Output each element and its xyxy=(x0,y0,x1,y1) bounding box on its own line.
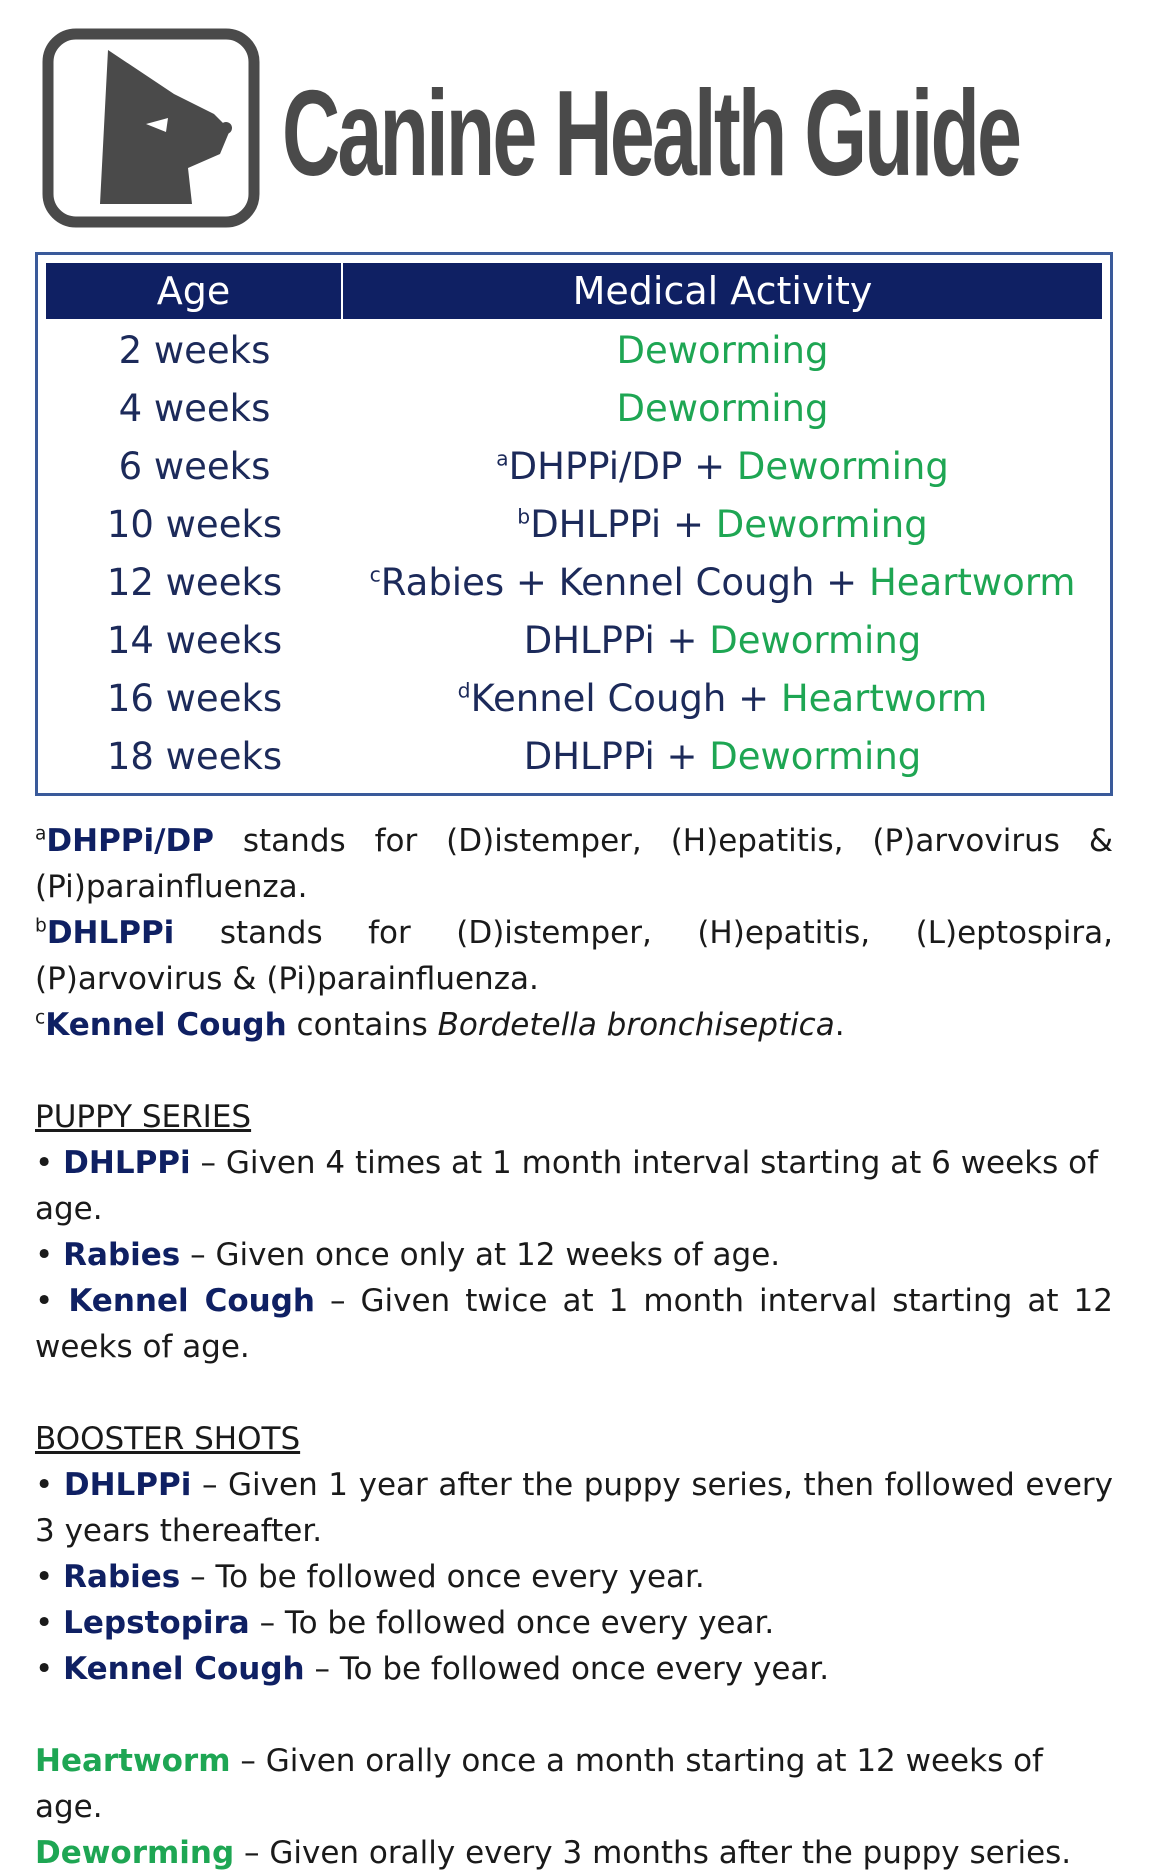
note-term: Deworming xyxy=(35,1835,235,1871)
list-item xyxy=(35,1232,1113,1278)
footnote-marker: b xyxy=(517,504,531,529)
activity-green-text: Heartworm xyxy=(868,560,1076,604)
activity-text: DHLPPi + xyxy=(523,734,710,778)
footnote-marker: b xyxy=(35,915,47,937)
age-cell: 6 weeks xyxy=(118,444,271,488)
list-item xyxy=(35,1278,1113,1370)
header-medical-activity: Medical Activity xyxy=(572,269,873,313)
activity-text: DHLPPi + xyxy=(530,502,716,546)
activity-text: DHLPPi + xyxy=(523,618,710,662)
footnote-text: stands for (D)istemper, (H)epatitis, (P)arvovirus & (Pi)parainfluenza. xyxy=(35,823,1113,905)
age-cell: 4 weeks xyxy=(118,386,271,430)
deworming-note xyxy=(35,1830,1113,1876)
footnote-marker: c xyxy=(369,562,381,587)
activity-green-text: Deworming xyxy=(616,328,829,372)
item-text: – Given twice at 1 month interval starting at 12 weeks of age. xyxy=(35,1283,1113,1365)
bullet: • xyxy=(35,1651,54,1687)
footnote-term: DHLPPi xyxy=(46,915,175,951)
table-row xyxy=(46,669,1102,727)
footnote-b xyxy=(35,910,1113,1002)
footnote-c xyxy=(35,1002,1113,1048)
activity-cell xyxy=(343,735,1102,778)
activity-cell xyxy=(343,503,1102,546)
footnote-text: contains xyxy=(286,1007,438,1043)
item-text: – Given 4 times at 1 month interval starting at 6 weeks of age. xyxy=(35,1145,1099,1227)
age-cell: 16 weeks xyxy=(106,676,283,720)
item-term: Rabies xyxy=(63,1559,181,1595)
footnote-term: Kennel Cough xyxy=(45,1007,287,1043)
age-cell: 18 weeks xyxy=(106,734,283,778)
activity-green-text: Deworming xyxy=(715,502,928,546)
guide-notes xyxy=(35,818,1113,1876)
activity-cell xyxy=(343,619,1102,662)
activity-text: Rabies + Kennel Cough + xyxy=(380,560,869,604)
puppy-series-title: PUPPY SERIES xyxy=(35,1099,252,1135)
bullet: • xyxy=(35,1145,54,1181)
schedule-table xyxy=(35,252,1113,796)
footnote-marker: c xyxy=(35,1007,46,1029)
item-term: Kennel Cough xyxy=(63,1651,305,1687)
bullet: • xyxy=(35,1237,54,1273)
table-row xyxy=(46,437,1102,495)
list-item xyxy=(35,1554,1113,1600)
table-row xyxy=(46,611,1102,669)
footnote-end: . xyxy=(834,1007,845,1043)
bullet: • xyxy=(35,1467,54,1503)
header xyxy=(42,28,1122,233)
note-text: – Given orally once a month starting at 12 weeks of age. xyxy=(35,1743,1043,1825)
age-cell: 10 weeks xyxy=(106,502,283,546)
footnote-marker: d xyxy=(457,678,471,703)
footnote-term: DHPPi/DP xyxy=(46,823,214,859)
table-header xyxy=(46,263,1102,319)
item-term: Rabies xyxy=(63,1237,181,1273)
item-term: Kennel Cough xyxy=(68,1283,315,1319)
table-row xyxy=(46,495,1102,553)
activity-green-text: Deworming xyxy=(736,444,949,488)
activity-text: DHPPi/DP + xyxy=(508,444,737,488)
note-text: – Given orally every 3 months after the puppy series. xyxy=(234,1835,1072,1871)
activity-cell xyxy=(343,445,1102,488)
item-term: DHLPPi xyxy=(63,1145,191,1181)
footnote-marker: a xyxy=(35,823,47,845)
footnote-a xyxy=(35,818,1113,910)
header-age: Age xyxy=(46,263,343,319)
activity-cell xyxy=(343,387,1102,430)
activity-green-text: Deworming xyxy=(616,386,829,430)
list-item xyxy=(35,1646,1113,1692)
booster-shots-title: BOOSTER SHOTS xyxy=(35,1421,301,1457)
activity-green-text: Heartworm xyxy=(780,676,988,720)
note-term: Heartworm xyxy=(35,1743,231,1779)
heartworm-note xyxy=(35,1738,1113,1830)
table-row xyxy=(46,553,1102,611)
table-body xyxy=(46,321,1102,785)
activity-green-text: Deworming xyxy=(709,734,922,778)
footnote-italic-text: Bordetella bronchiseptica xyxy=(437,1007,835,1043)
item-text: – To be followed once every year. xyxy=(249,1605,775,1641)
activity-cell xyxy=(343,677,1102,720)
activity-cell xyxy=(343,329,1102,372)
page-title: Canine Health Guide xyxy=(282,65,1020,201)
age-cell: 2 weeks xyxy=(118,328,271,372)
age-cell: 14 weeks xyxy=(106,618,283,662)
bullet: • xyxy=(35,1605,54,1641)
dog-head-logo-icon xyxy=(42,28,264,230)
list-item xyxy=(35,1600,1113,1646)
footnote-marker: a xyxy=(496,446,509,471)
item-term: Lepstopira xyxy=(63,1605,250,1641)
item-text: – Given once only at 12 weeks of age. xyxy=(180,1237,781,1273)
list-item xyxy=(35,1462,1113,1554)
item-term: DHLPPi xyxy=(63,1467,192,1503)
bullet: • xyxy=(35,1559,54,1595)
activity-cell xyxy=(343,561,1102,604)
bullet: • xyxy=(35,1283,54,1319)
activity-text: Kennel Cough + xyxy=(470,676,781,720)
list-item xyxy=(35,1140,1113,1232)
table-row xyxy=(46,727,1102,785)
table-row xyxy=(46,379,1102,437)
table-row xyxy=(46,321,1102,379)
activity-green-text: Deworming xyxy=(709,618,922,662)
item-text: – To be followed once every year. xyxy=(180,1559,705,1595)
footnote-text: stands for (D)istemper, (H)epatitis, (L)eptospira, (P)arvovirus & (Pi)parainfluenza. xyxy=(35,915,1113,997)
item-text: – To be followed once every year. xyxy=(304,1651,830,1687)
item-text: – Given 1 year after the puppy series, then followed every 3 years thereafter. xyxy=(35,1467,1113,1549)
age-cell: 12 weeks xyxy=(106,560,283,604)
